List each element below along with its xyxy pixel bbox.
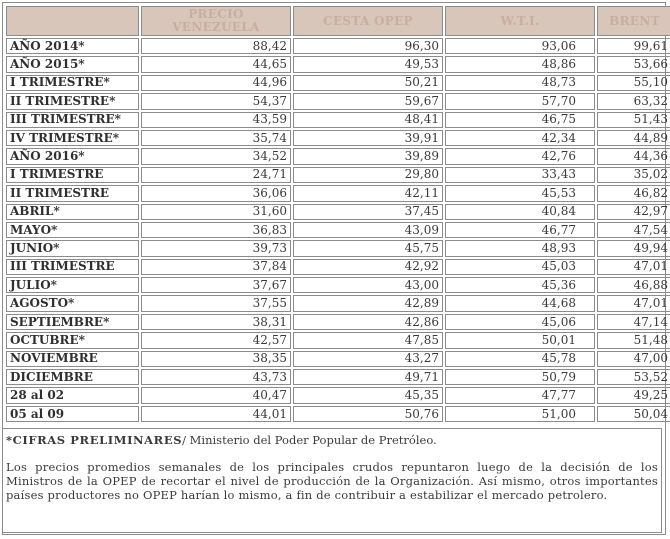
cell-wti: 46,77 (445, 222, 595, 238)
cell-brent: 53,66 (597, 56, 670, 72)
cell-cesta-opep: 39,91 (293, 130, 443, 146)
table-header-row (6, 6, 670, 36)
footnote (6, 433, 658, 447)
row-label: AÑO 2015* (6, 56, 139, 72)
cell-wti: 57,70 (445, 93, 595, 109)
cell-cesta-opep: 29,80 (293, 167, 443, 183)
row-label: AÑO 2014* (6, 38, 139, 54)
cell-brent: 55,10 (597, 75, 670, 91)
footnote-label: *CIFRAS PRELIMINARES (6, 433, 183, 447)
cell-cesta-opep: 42,89 (293, 295, 443, 311)
cell-wti: 47,77 (445, 387, 595, 403)
row-label: SEPTIEMBRE* (6, 314, 139, 330)
cell-precio-venezuela: 43,59 (141, 112, 291, 128)
cell-cesta-opep: 49,71 (293, 369, 443, 385)
cell-brent: 47,00 (597, 351, 670, 367)
cell-brent: 99,61 (597, 38, 670, 54)
cell-precio-venezuela: 34,52 (141, 148, 291, 164)
table-row (6, 314, 670, 330)
cell-brent: 46,82 (597, 185, 670, 201)
cell-cesta-opep: 47,85 (293, 332, 443, 348)
row-label: III TRIMESTRE* (6, 112, 139, 128)
cell-cesta-opep: 43,00 (293, 277, 443, 293)
cell-wti: 33,43 (445, 167, 595, 183)
cell-precio-venezuela: 37,55 (141, 295, 291, 311)
cell-cesta-opep: 42,86 (293, 314, 443, 330)
cell-brent: 42,97 (597, 204, 670, 220)
cell-brent: 44,89 (597, 130, 670, 146)
cell-wti: 45,78 (445, 351, 595, 367)
row-label: AGOSTO* (6, 295, 139, 311)
row-label: NOVIEMBRE (6, 351, 139, 367)
row-label: 05 al 09 (6, 406, 139, 422)
cell-precio-venezuela: 35,74 (141, 130, 291, 146)
cell-brent: 46,88 (597, 277, 670, 293)
cell-precio-venezuela: 37,84 (141, 259, 291, 275)
header-cesta-opep: CESTA OPEP (293, 6, 443, 36)
cell-wti: 45,36 (445, 277, 595, 293)
row-label: DICIEMBRE (6, 369, 139, 385)
table-row (6, 93, 670, 109)
row-label: MAYO* (6, 222, 139, 238)
cell-wti: 93,06 (445, 38, 595, 54)
cell-brent: 53,52 (597, 369, 670, 385)
cell-precio-venezuela: 42,57 (141, 332, 291, 348)
cell-wti: 42,34 (445, 130, 595, 146)
cell-wti: 50,01 (445, 332, 595, 348)
cell-brent: 47,54 (597, 222, 670, 238)
cell-cesta-opep: 45,75 (293, 240, 443, 256)
cell-brent: 49,25 (597, 387, 670, 403)
cell-cesta-opep: 42,11 (293, 185, 443, 201)
cell-wti: 45,03 (445, 259, 595, 275)
row-label: ABRIL* (6, 204, 139, 220)
notes-box (2, 428, 662, 533)
cell-wti: 40,84 (445, 204, 595, 220)
row-label: JULIO* (6, 277, 139, 293)
cell-precio-venezuela: 24,71 (141, 167, 291, 183)
cell-precio-venezuela: 44,01 (141, 406, 291, 422)
cell-cesta-opep: 50,76 (293, 406, 443, 422)
table-row (6, 204, 670, 220)
cell-brent: 35,02 (597, 167, 670, 183)
cell-wti: 44,68 (445, 295, 595, 311)
row-label: II TRIMESTRE* (6, 93, 139, 109)
cell-cesta-opep: 48,41 (293, 112, 443, 128)
cell-precio-venezuela: 37,67 (141, 277, 291, 293)
cell-wti: 45,06 (445, 314, 595, 330)
cell-brent: 44,36 (597, 148, 670, 164)
cell-brent: 47,01 (597, 259, 670, 275)
table-row (6, 369, 670, 385)
cell-cesta-opep: 43,27 (293, 351, 443, 367)
table-row (6, 240, 670, 256)
cell-brent: 49,94 (597, 240, 670, 256)
cell-wti: 46,75 (445, 112, 595, 128)
table-row (6, 56, 670, 72)
cell-brent: 47,01 (597, 295, 670, 311)
row-label: 28 al 02 (6, 387, 139, 403)
cell-precio-venezuela: 36,06 (141, 185, 291, 201)
table-row (6, 387, 670, 403)
cell-wti: 51,00 (445, 406, 595, 422)
cell-wti: 48,93 (445, 240, 595, 256)
table-row (6, 148, 670, 164)
table-row (6, 112, 670, 128)
cell-brent: 63,32 (597, 93, 670, 109)
header-brent: BRENT (597, 6, 670, 36)
cell-wti: 48,86 (445, 56, 595, 72)
cell-precio-venezuela: 38,31 (141, 314, 291, 330)
table-row (6, 351, 670, 367)
row-label: JUNIO* (6, 240, 139, 256)
cell-brent: 51,43 (597, 112, 670, 128)
table-row (6, 167, 670, 183)
table-row (6, 332, 670, 348)
table-row (6, 75, 670, 91)
cell-cesta-opep: 42,92 (293, 259, 443, 275)
row-label: II TRIMESTRE (6, 185, 139, 201)
header-period (6, 6, 139, 36)
footnote-source: / Ministerio del Poder Popular de Pretróleo. (182, 433, 437, 447)
table-row (6, 295, 670, 311)
cell-precio-venezuela: 38,35 (141, 351, 291, 367)
row-label: I TRIMESTRE (6, 167, 139, 183)
oil-price-table (4, 4, 670, 424)
row-label: AÑO 2016* (6, 148, 139, 164)
cell-precio-venezuela: 40,47 (141, 387, 291, 403)
cell-precio-venezuela: 39,73 (141, 240, 291, 256)
table-row (6, 38, 670, 54)
cell-brent: 47,14 (597, 314, 670, 330)
cell-precio-venezuela: 88,42 (141, 38, 291, 54)
cell-cesta-opep: 43,09 (293, 222, 443, 238)
cell-precio-venezuela: 54,37 (141, 93, 291, 109)
table-row (6, 185, 670, 201)
cell-cesta-opep: 39,89 (293, 148, 443, 164)
table-row (6, 130, 670, 146)
cell-cesta-opep: 59,67 (293, 93, 443, 109)
cell-wti: 42,76 (445, 148, 595, 164)
cell-brent: 51,48 (597, 332, 670, 348)
cell-cesta-opep: 96,30 (293, 38, 443, 54)
commentary-paragraph: Los precios promedios semanales de los principales crudos repuntaron luego de la decisión de los Ministros de la OPEP de recortar el nivel de producción de la Organización. Así mismo, otros importantes países productores no OPEP harían lo mismo, a fin de contribuir a estabilizar el mercado petrolero. (6, 460, 658, 502)
cell-precio-venezuela: 43,73 (141, 369, 291, 385)
cell-wti: 50,79 (445, 369, 595, 385)
cell-cesta-opep: 49,53 (293, 56, 443, 72)
cell-cesta-opep: 50,21 (293, 75, 443, 91)
table-row (6, 222, 670, 238)
cell-precio-venezuela: 36,83 (141, 222, 291, 238)
header-wti: W.T.I. (445, 6, 595, 36)
cell-precio-venezuela: 44,65 (141, 56, 291, 72)
table-row (6, 406, 670, 422)
row-label: IV TRIMESTRE* (6, 130, 139, 146)
header-precio-venezuela: PRECIO VENEZUELA (141, 6, 291, 36)
row-label: I TRIMESTRE* (6, 75, 139, 91)
cell-wti: 48,73 (445, 75, 595, 91)
cell-precio-venezuela: 31,60 (141, 204, 291, 220)
cell-wti: 45,53 (445, 185, 595, 201)
cell-cesta-opep: 45,35 (293, 387, 443, 403)
row-label: OCTUBRE* (6, 332, 139, 348)
cell-brent: 50,04 (597, 406, 670, 422)
cell-cesta-opep: 37,45 (293, 204, 443, 220)
table-row (6, 259, 670, 275)
table-row (6, 277, 670, 293)
row-label: III TRIMESTRE (6, 259, 139, 275)
cell-precio-venezuela: 44,96 (141, 75, 291, 91)
